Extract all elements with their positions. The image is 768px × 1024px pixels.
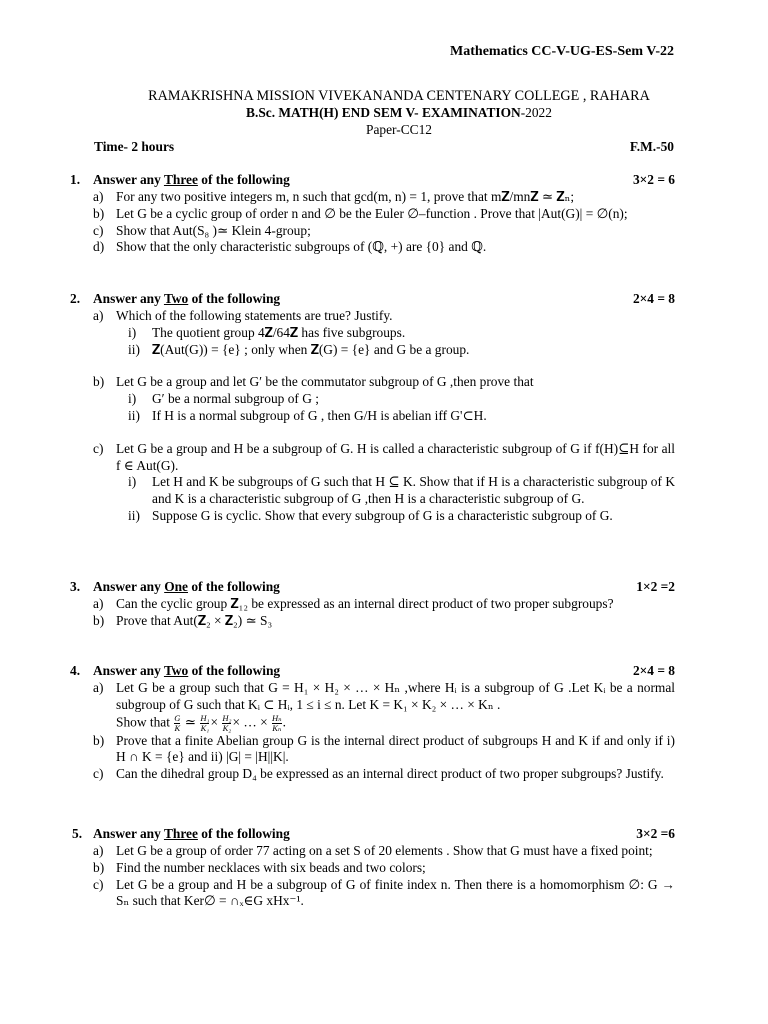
paper-code: Paper-CC12 <box>366 122 432 137</box>
fraction-h1-k1: $\frac{\text{H₁}}{\text{K₁}}$ <box>200 712 210 733</box>
question-4-heading: 4. Answer any Two of the following 2×4 = 8 <box>70 663 675 678</box>
question-5 <box>70 826 675 910</box>
q5-item-b: b) Find the number necklaces with six beads and two colors; <box>93 859 426 875</box>
question-2-marks: 2×4 = 8 <box>632 291 675 306</box>
question-2 <box>70 291 675 525</box>
q2-item-c-i: i) Let H and K be subgroups of G such that H ⊆ K. Show that if H is a characteristic subgroup of K and K is a characteristic subgroup of G ,then H is a characteristic subgroup of G. <box>128 474 675 507</box>
exam-title: B.Sc. MATH(H) END SEM V- EXAMINATION-2022 <box>246 105 552 120</box>
question-3 <box>70 579 675 630</box>
question-3-heading: 3. Answer any One of the following 1×2 =2 <box>70 579 675 594</box>
q1-item-a: a) For any two positive integers m, n such that gcd(m, n) = 1, prove that m𝐙/mn𝐙 ≃ 𝐙ₙ; <box>93 189 575 204</box>
full-marks: F.M.-50 <box>629 139 674 154</box>
question-4 <box>70 663 675 783</box>
q4-item-b: b) Prove that a finite Abelian group G is the internal direct product of subgroups H and K if and only if i) H ∩ K = {e} and ii) |G| = |H||K|. <box>93 732 675 765</box>
q5-item-c: c) Let G be a group and H be a subgroup of G of finite index n. Then there is a homomorphism ∅: G → Sₙ such that Ker∅ = ∩ₓ∈G xHx⁻¹. <box>93 876 675 909</box>
q2-item-c: c) Let G be a group and H be a subgroup of G. H is called a characteristic subgroup of G if f(H)⊆H for all f ∈ Aut(G). <box>93 440 675 473</box>
q1-item-b: b) Let G be a cyclic group of order n and ∅ be the Euler ∅–function . Prove that |Aut(G)| = ∅(n); <box>93 205 628 221</box>
q1-item-d: d) Show that the only characteristic subgroups of (ℚ, +) are {0} and ℚ. <box>93 239 487 255</box>
question-5-marks: 3×2 =6 <box>636 826 675 841</box>
fraction-hn-kn: $\frac{\text{Hₙ}}{\text{Kₙ}}$ <box>272 712 282 733</box>
question-2-heading: 2. Answer any Two of the following 2×4 = 8 <box>70 291 675 306</box>
time-row <box>94 139 674 156</box>
fraction-h2-k2: $\frac{\text{H₂}}{\text{K₂}}$ <box>222 712 232 733</box>
question-4-marks: 2×4 = 8 <box>632 663 675 678</box>
q2-item-b-i: i) G′ be a normal subgroup of G ; <box>128 391 319 407</box>
q2-item-c-ii: ii) Suppose G is cyclic. Show that every subgroup of G is a characteristic subgroup of G. <box>128 507 613 523</box>
q2-item-a: a) Which of the following statements are true? Justify. <box>93 308 393 323</box>
time-allowed: Time- 2 hours <box>94 139 175 154</box>
question-3-marks: 1×2 =2 <box>636 579 675 594</box>
q2-item-b: b) Let G be a group and let G′ be the commutator subgroup of G ,then prove that <box>93 374 534 390</box>
q1-item-c: c) Show that Aut(S₈ )≃ Klein 4-group; <box>93 222 311 238</box>
question-1-marks: 3×2 = 6 <box>632 172 675 187</box>
q2-item-a-ii: ii) 𝐙(Aut(G)) = {e} ; only when 𝐙(G) = {e} and G be a group. <box>128 341 470 357</box>
course-code: Mathematics CC-V-UG-ES-Sem V-22 <box>450 44 674 59</box>
question-1 <box>70 172 675 256</box>
fraction-g-k: $\frac{G}{K}$ <box>174 712 181 733</box>
q2-item-b-ii: ii) If H is a normal subgroup of G , then G/H is abelian iff G'⊂H. <box>128 407 487 423</box>
q4-item-a: a) Let G be a group such that G = H₁ × H₂ × … × Hₙ ,where Hᵢ is a subgroup of G .Let Kᵢ be a normal subgroup of G such that Kᵢ ⊂ Hᵢ, 1 ≤ i ≤ n. Let K = K₁ × K₂ × … × Kₙ . Show that $\frac{G}{K}$ ≃ $\frac{\text{H₁}}{\text{K₁}}$ × $\frac{\text{H₂}}{\text{K₂}}$ × … × $\frac{\text{Hₙ}}{\text{Kₙ}}$ . <box>93 680 675 733</box>
question-5-heading: 5. Answer any Three of the following 3×2 =6 <box>72 826 675 841</box>
q2-item-a-i: i) The quotient group 4𝐙/64𝐙 has five subgroups. <box>128 324 406 340</box>
college-name: RAMAKRISHNA MISSION VIVEKANANDA CENTENARY COLLEGE , RAHARA <box>148 88 650 104</box>
q5-item-a: a) Let G be a group of order 77 acting on a set S of 20 elements . Show that G must have a fixed point; <box>93 843 653 858</box>
q4-item-c: c) Can the dihedral group D₄ be expressed as an internal direct product of two proper subgroups? Justify. <box>93 766 664 782</box>
question-1-heading: 1. Answer any Three of the following 3×2 = 6 <box>70 172 675 187</box>
q3-item-b: b) Prove that Aut(𝐙₂ × 𝐙₂) ≃ S₃ <box>93 612 273 628</box>
q3-item-a: a) Can the cyclic group 𝐙₁₂ be expressed as an internal direct product of two proper subgroups? <box>93 596 614 611</box>
